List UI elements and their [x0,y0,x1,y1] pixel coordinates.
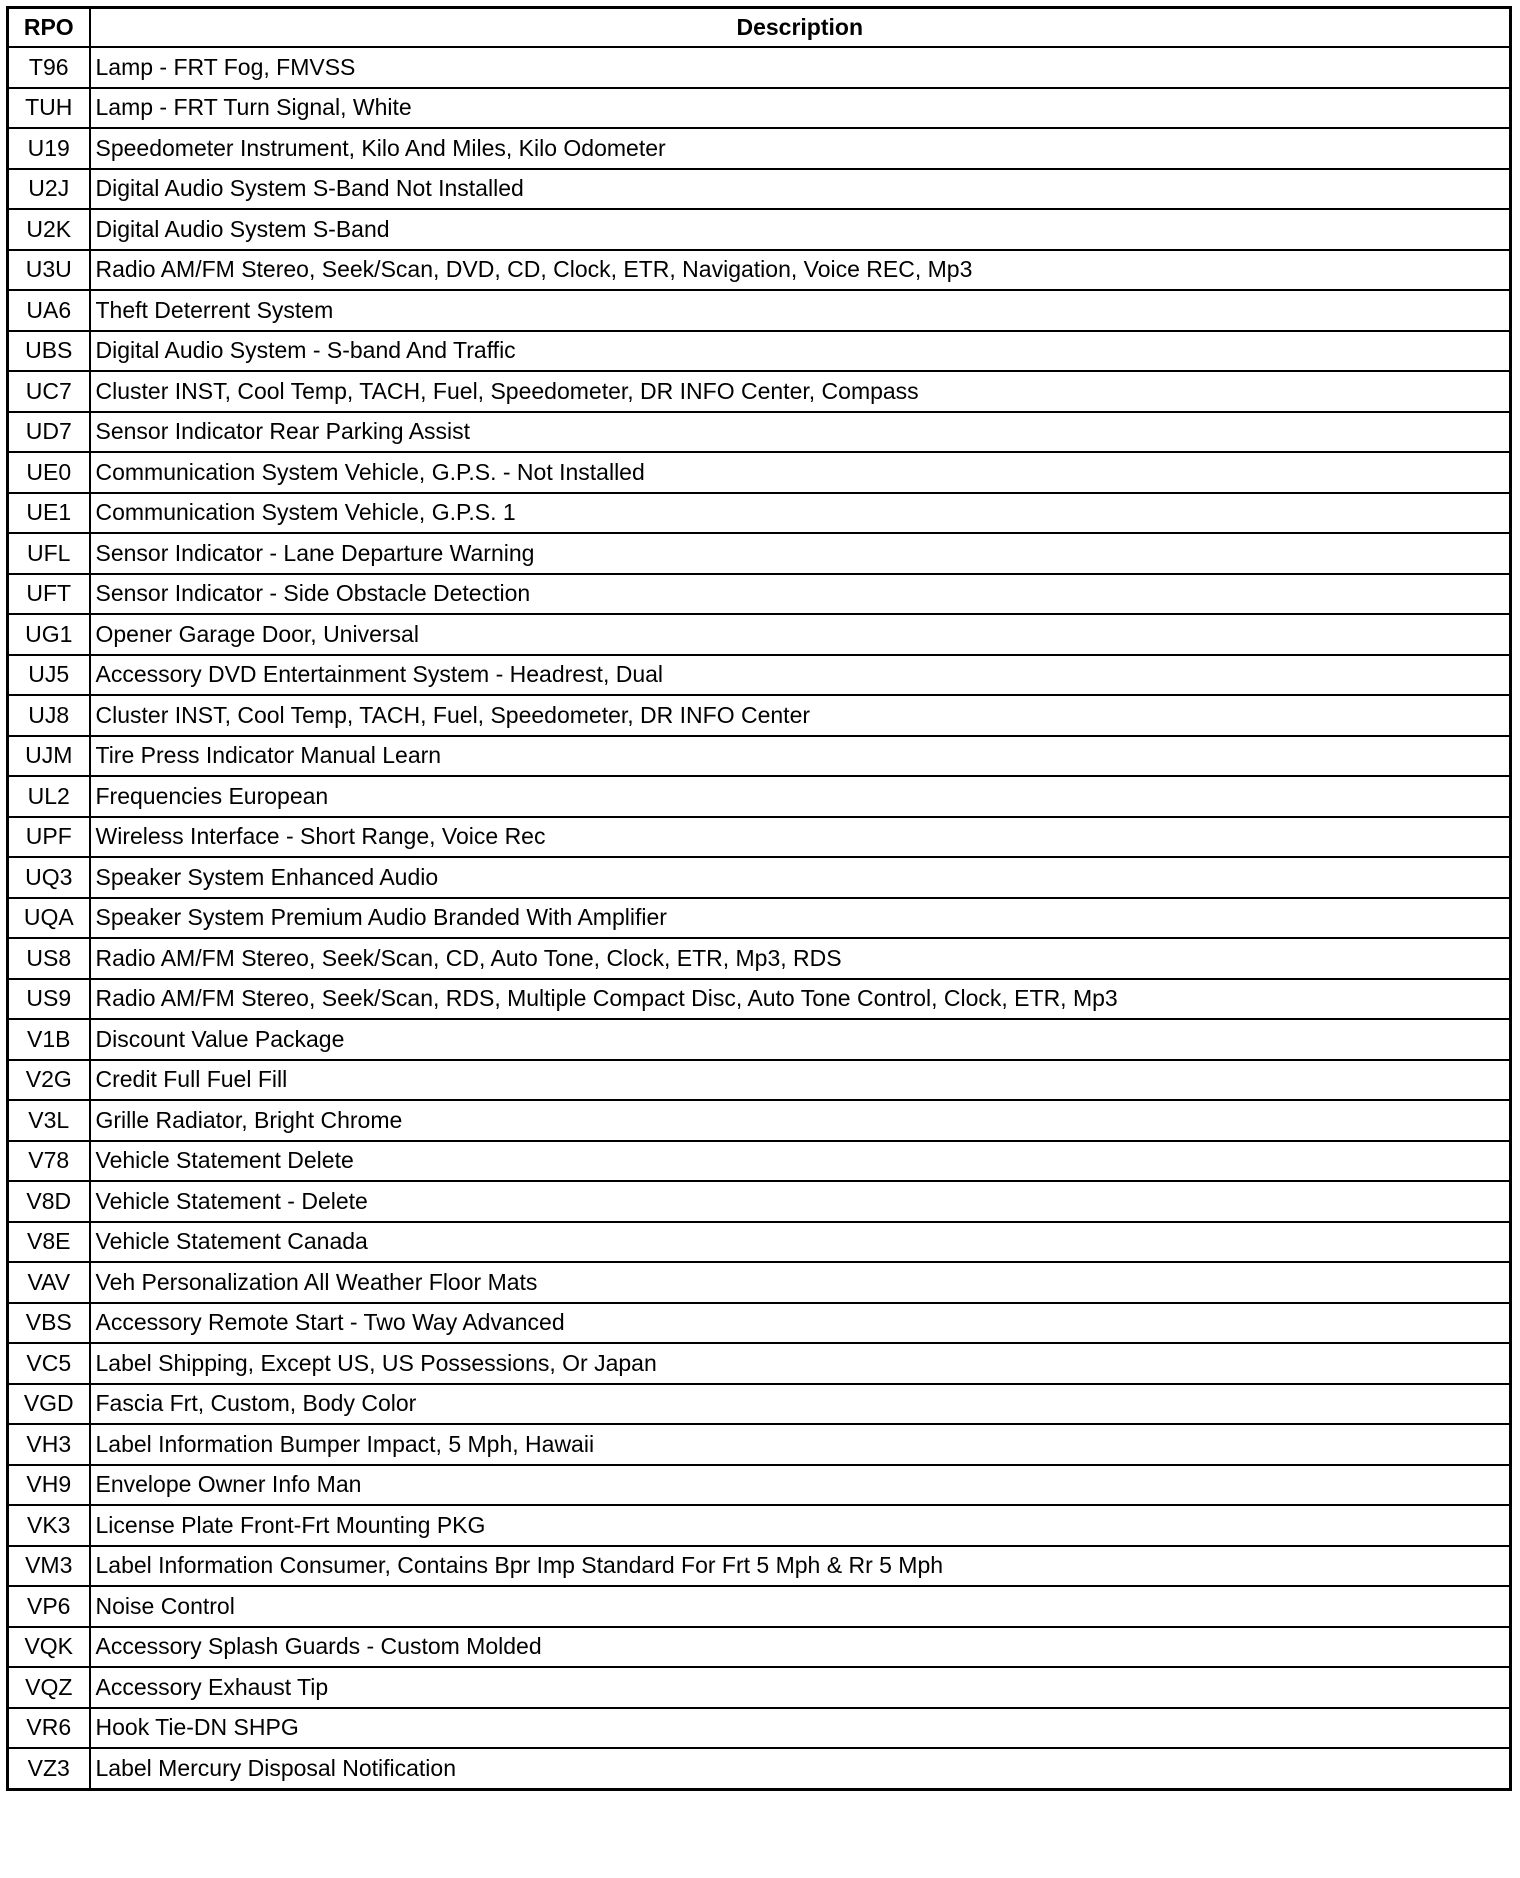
description-cell: Sensor Indicator Rear Parking Assist [90,412,1511,453]
description-cell: Veh Personalization All Weather Floor Mats [90,1262,1511,1303]
description-cell: Radio AM/FM Stereo, Seek/Scan, RDS, Multiple Compact Disc, Auto Tone Control, Clock, ETR, Mp3 [90,979,1511,1020]
rpo-code-cell: VQZ [8,1667,90,1708]
rpo-code-cell: UJM [8,736,90,777]
description-cell: Sensor Indicator - Lane Departure Warning [90,533,1511,574]
rpo-code-cell: UA6 [8,290,90,331]
rpo-code-cell: UE1 [8,493,90,534]
table-row [8,1141,1511,1182]
rpo-code-cell: VBS [8,1303,90,1344]
rpo-code-cell: UFT [8,574,90,615]
table-row [8,1708,1511,1749]
description-cell: Theft Deterrent System [90,290,1511,331]
table-row [8,1262,1511,1303]
rpo-code-cell: UG1 [8,614,90,655]
rpo-code-cell: U2J [8,169,90,210]
table-row [8,371,1511,412]
rpo-code-cell: VR6 [8,1708,90,1749]
rpo-code-cell: UD7 [8,412,90,453]
description-cell: Lamp - FRT Turn Signal, White [90,88,1511,129]
description-cell: Accessory Remote Start - Two Way Advanced [90,1303,1511,1344]
header-row [8,8,1511,48]
description-cell: Digital Audio System S-Band Not Installed [90,169,1511,210]
description-cell: Speaker System Enhanced Audio [90,857,1511,898]
table-row [8,47,1511,88]
table-row [8,452,1511,493]
table-row [8,1019,1511,1060]
table-row [8,938,1511,979]
description-cell: Hook Tie-DN SHPG [90,1708,1511,1749]
rpo-code-cell: U19 [8,128,90,169]
table-row [8,128,1511,169]
table-row [8,1343,1511,1384]
description-cell: Communication System Vehicle, G.P.S. - Not Installed [90,452,1511,493]
rpo-column-header: RPO [8,8,90,48]
description-cell: Accessory Exhaust Tip [90,1667,1511,1708]
rpo-code-cell: VAV [8,1262,90,1303]
table-row [8,776,1511,817]
description-cell: License Plate Front-Frt Mounting PKG [90,1505,1511,1546]
table-row [8,1100,1511,1141]
table-row [8,250,1511,291]
table-row [8,614,1511,655]
description-cell: Communication System Vehicle, G.P.S. 1 [90,493,1511,534]
rpo-code-cell: VM3 [8,1546,90,1587]
description-cell: Radio AM/FM Stereo, Seek/Scan, CD, Auto Tone, Clock, ETR, Mp3, RDS [90,938,1511,979]
table-row [8,1546,1511,1587]
table-row [8,290,1511,331]
table-row [8,88,1511,129]
table-row [8,533,1511,574]
table-row [8,209,1511,250]
rpo-code-cell: VH9 [8,1465,90,1506]
rpo-code-cell: V3L [8,1100,90,1141]
table-row [8,695,1511,736]
table-row [8,412,1511,453]
description-cell: Vehicle Statement - Delete [90,1181,1511,1222]
description-cell: Digital Audio System S-Band [90,209,1511,250]
rpo-code-cell: UE0 [8,452,90,493]
description-cell: Tire Press Indicator Manual Learn [90,736,1511,777]
table-row [8,979,1511,1020]
description-cell: Wireless Interface - Short Range, Voice Rec [90,817,1511,858]
rpo-code-cell: UJ5 [8,655,90,696]
rpo-code-cell: V2G [8,1060,90,1101]
rpo-code-cell: VH3 [8,1424,90,1465]
description-cell: Discount Value Package [90,1019,1511,1060]
table-row [8,898,1511,939]
table-row [8,1384,1511,1425]
table-row [8,736,1511,777]
description-cell: Radio AM/FM Stereo, Seek/Scan, DVD, CD, Clock, ETR, Navigation, Voice REC, Mp3 [90,250,1511,291]
table-header [8,8,1511,48]
table-row [8,817,1511,858]
description-cell: Envelope Owner Info Man [90,1465,1511,1506]
description-cell: Vehicle Statement Delete [90,1141,1511,1182]
table-row [8,1424,1511,1465]
rpo-code-cell: UL2 [8,776,90,817]
table-row [8,169,1511,210]
table-row [8,1748,1511,1789]
description-cell: Lamp - FRT Fog, FMVSS [90,47,1511,88]
table-row [8,857,1511,898]
description-cell: Label Shipping, Except US, US Possessions, Or Japan [90,1343,1511,1384]
description-cell: Accessory DVD Entertainment System - Headrest, Dual [90,655,1511,696]
description-cell: Cluster INST, Cool Temp, TACH, Fuel, Speedometer, DR INFO Center, Compass [90,371,1511,412]
description-cell: Speedometer Instrument, Kilo And Miles, Kilo Odometer [90,128,1511,169]
rpo-code-cell: VZ3 [8,1748,90,1789]
rpo-code-cell: V78 [8,1141,90,1182]
rpo-code-cell: VQK [8,1627,90,1668]
rpo-code-cell: VK3 [8,1505,90,1546]
rpo-code-cell: UQ3 [8,857,90,898]
table-row [8,655,1511,696]
description-cell: Vehicle Statement Canada [90,1222,1511,1263]
table-row [8,574,1511,615]
rpo-code-cell: U2K [8,209,90,250]
description-cell: Speaker System Premium Audio Branded With Amplifier [90,898,1511,939]
description-column-header: Description [90,8,1511,48]
table-row [8,1586,1511,1627]
description-cell: Credit Full Fuel Fill [90,1060,1511,1101]
rpo-code-cell: UBS [8,331,90,372]
description-cell: Cluster INST, Cool Temp, TACH, Fuel, Speedometer, DR INFO Center [90,695,1511,736]
table-row [8,331,1511,372]
rpo-code-cell: V1B [8,1019,90,1060]
rpo-code-cell: T96 [8,47,90,88]
rpo-code-cell: US9 [8,979,90,1020]
rpo-code-cell: U3U [8,250,90,291]
table-body [8,47,1511,1789]
table-row [8,1060,1511,1101]
description-cell: Grille Radiator, Bright Chrome [90,1100,1511,1141]
table-row [8,1222,1511,1263]
table-row [8,1627,1511,1668]
table-row [8,1303,1511,1344]
description-cell: Noise Control [90,1586,1511,1627]
table-row [8,493,1511,534]
description-cell: Digital Audio System - S-band And Traffic [90,331,1511,372]
rpo-code-cell: VP6 [8,1586,90,1627]
description-cell: Label Mercury Disposal Notification [90,1748,1511,1789]
rpo-code-cell: V8E [8,1222,90,1263]
rpo-code-cell: UJ8 [8,695,90,736]
rpo-code-cell: V8D [8,1181,90,1222]
rpo-code-cell: UC7 [8,371,90,412]
description-cell: Fascia Frt, Custom, Body Color [90,1384,1511,1425]
rpo-code-cell: UPF [8,817,90,858]
description-cell: Sensor Indicator - Side Obstacle Detection [90,574,1511,615]
description-cell: Accessory Splash Guards - Custom Molded [90,1627,1511,1668]
description-cell: Frequencies European [90,776,1511,817]
rpo-code-cell: US8 [8,938,90,979]
rpo-table-container [6,6,1512,1791]
rpo-code-cell: VC5 [8,1343,90,1384]
rpo-code-cell: VGD [8,1384,90,1425]
rpo-code-cell: UFL [8,533,90,574]
table-row [8,1667,1511,1708]
description-cell: Label Information Bumper Impact, 5 Mph, Hawaii [90,1424,1511,1465]
description-cell: Label Information Consumer, Contains Bpr Imp Standard For Frt 5 Mph & Rr 5 Mph [90,1546,1511,1587]
table-row [8,1505,1511,1546]
table-row [8,1465,1511,1506]
rpo-table [6,6,1512,1791]
rpo-code-cell: TUH [8,88,90,129]
table-row [8,1181,1511,1222]
description-cell: Opener Garage Door, Universal [90,614,1511,655]
rpo-code-cell: UQA [8,898,90,939]
